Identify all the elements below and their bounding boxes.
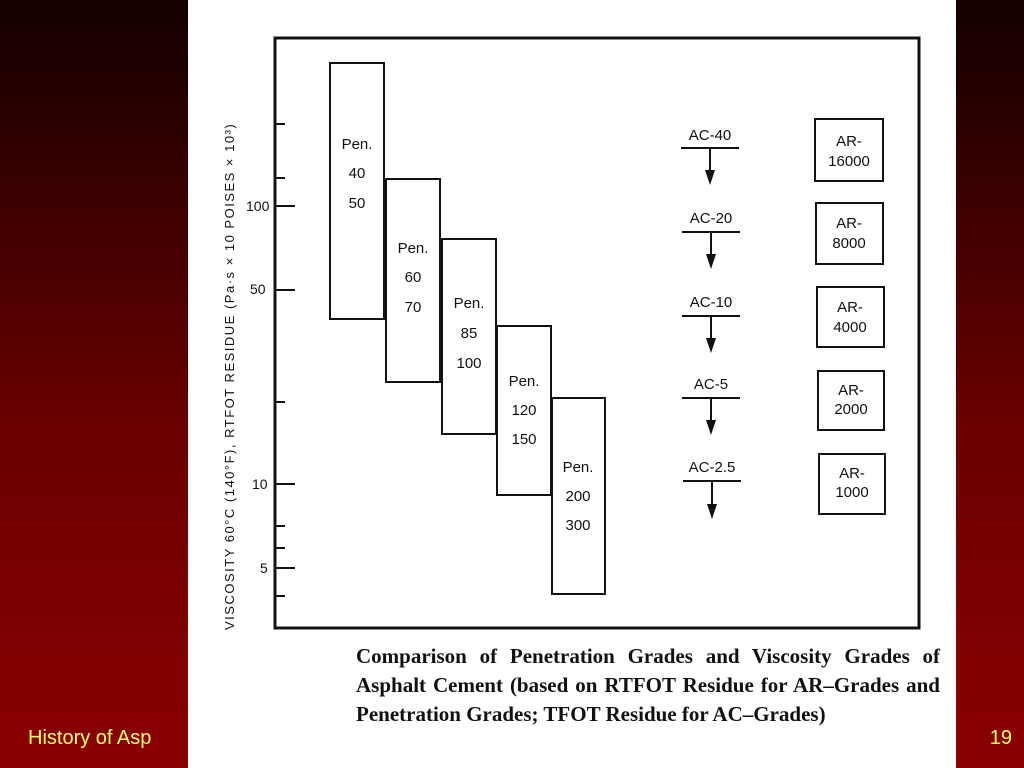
pen-low: 40 [348, 165, 366, 182]
ar-line2: 16000 [828, 153, 870, 170]
ar-line1: AR- [836, 133, 862, 150]
ar-line2: 4000 [833, 319, 867, 336]
pen-high: 100 [456, 355, 482, 372]
ac-grade-40 [681, 127, 739, 185]
footer-title: History of Asp [28, 727, 152, 749]
pen-low: 85 [460, 325, 478, 342]
y-axis-ticks [275, 124, 295, 596]
pen-label: Pen. [562, 459, 594, 476]
ac-grade-2-5 [683, 459, 741, 519]
ar-line2: 1000 [835, 484, 869, 501]
y-tick-label-5: 5 [260, 560, 268, 576]
pen-high: 150 [511, 431, 537, 448]
ar-grade-2000 [818, 371, 884, 430]
y-tick-labels [246, 198, 270, 576]
pen-grade-120-150 [497, 326, 551, 495]
ar-line1: AR- [838, 382, 864, 399]
y-tick-label-50: 50 [250, 281, 266, 297]
pen-high: 70 [404, 299, 422, 316]
ar-grade-4000 [817, 287, 884, 347]
ac-label: AC-5 [693, 376, 729, 393]
ac-grade-10 [682, 294, 740, 353]
pen-low: 120 [511, 402, 537, 419]
ac-label: AC-40 [688, 127, 732, 144]
figure-panel [188, 0, 956, 768]
pen-low: 200 [565, 488, 591, 505]
pen-grade-200-300 [552, 398, 605, 594]
figure-caption: Comparison of Penetration Grades and Viscosity Grades of Asphalt Cement (based on RTFOT Residue for AR–Grades and Penetration Grades; TFOT Residue for AC–Grades) [356, 644, 940, 726]
ar-line2: 8000 [832, 235, 866, 252]
pen-label: Pen. [453, 295, 485, 312]
pen-label: Pen. [508, 373, 540, 390]
ar-grade-16000 [815, 119, 883, 181]
ar-grade-1000 [819, 454, 885, 514]
pen-high: 50 [348, 195, 366, 212]
pen-grade-40-50 [330, 63, 384, 319]
ac-label: AC-2.5 [688, 459, 736, 476]
ac-label: AC-10 [689, 294, 733, 311]
ar-grade-8000 [816, 203, 883, 264]
pen-grade-60-70 [386, 179, 440, 382]
pen-low: 60 [404, 269, 422, 286]
ac-label: AC-20 [689, 210, 733, 227]
ar-line1: AR- [839, 465, 865, 482]
ar-line1: AR- [837, 299, 863, 316]
diagram-canvas [188, 0, 956, 640]
y-tick-label-100: 100 [246, 198, 270, 214]
page-number: 19 [989, 727, 1012, 749]
ac-grade-5 [682, 376, 740, 435]
pen-label: Pen. [341, 136, 373, 153]
ar-line2: 2000 [834, 401, 868, 418]
pen-grade-85-100 [442, 239, 496, 434]
y-tick-label-10: 10 [252, 476, 268, 492]
pen-label: Pen. [397, 240, 429, 257]
ar-line1: AR- [836, 215, 862, 232]
plot-frame [275, 38, 919, 628]
y-axis-label: VISCOSITY 60°C (140°F), RTFOT RESIDUE (Pa·s × 10 POISES × 10³) [222, 122, 237, 630]
pen-high: 300 [565, 517, 591, 534]
ac-grade-20 [682, 210, 740, 269]
